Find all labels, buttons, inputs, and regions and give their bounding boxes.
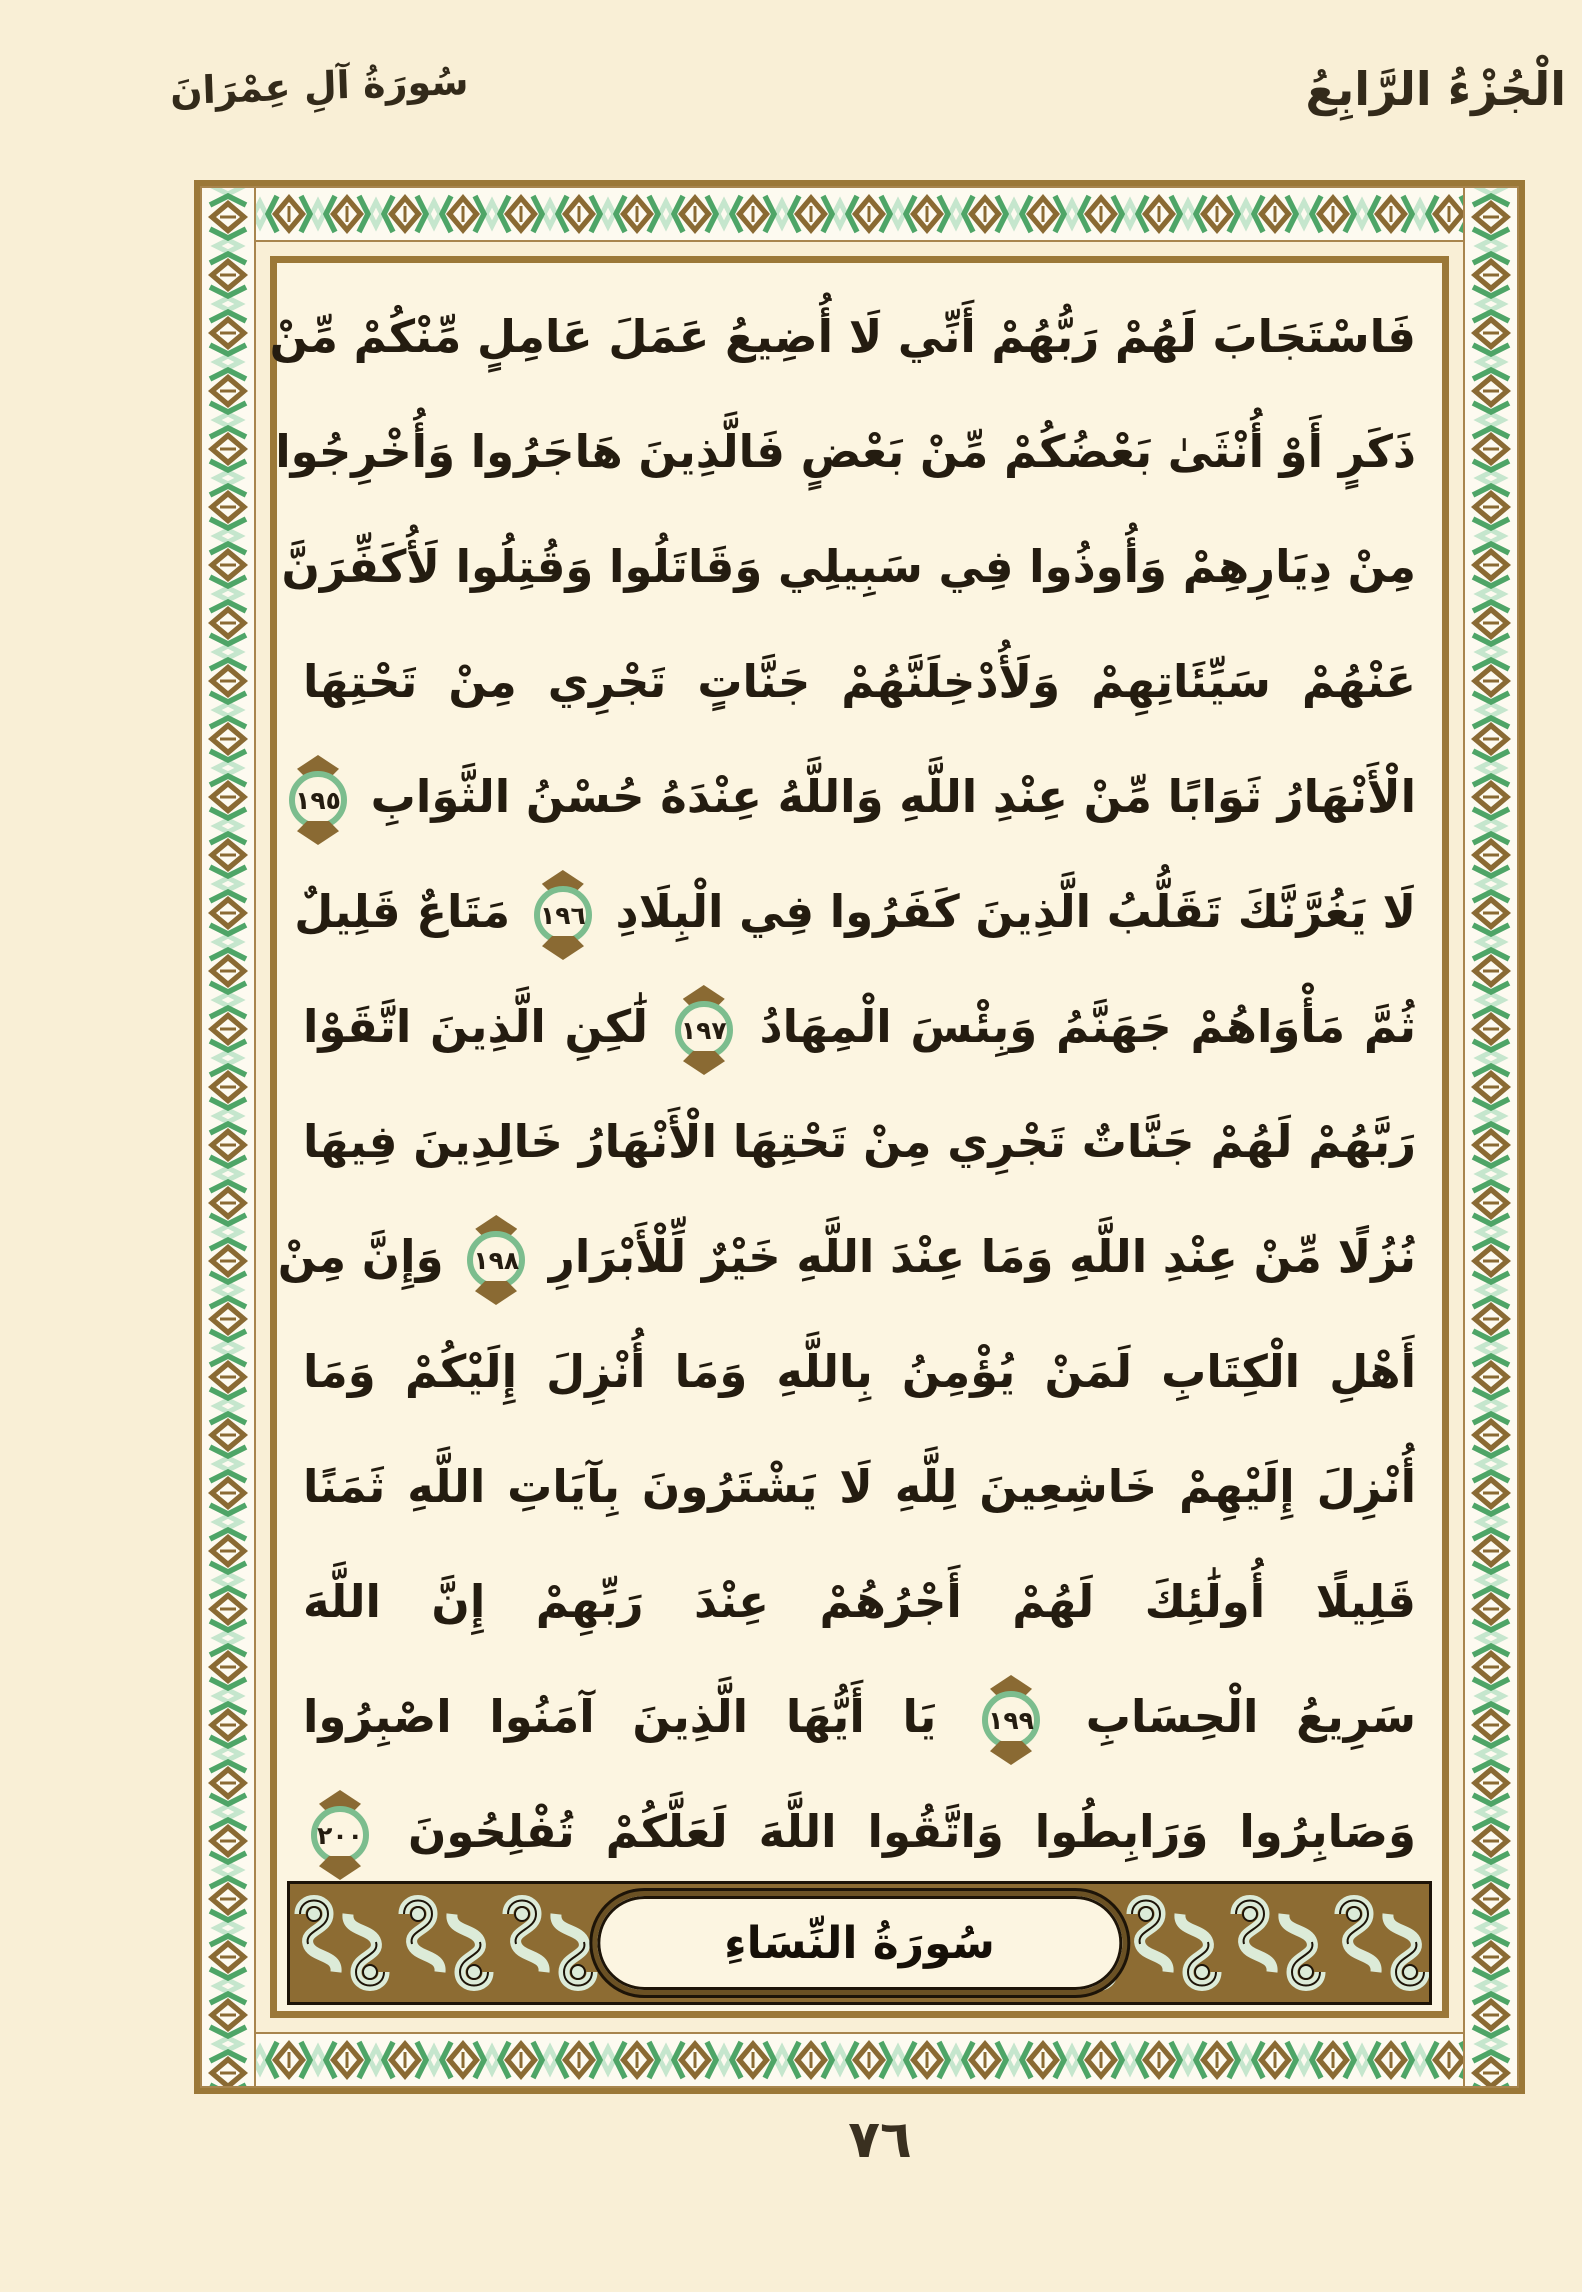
quran-line [303,1659,1416,1774]
surah-banner-cartouche [592,1891,1127,1995]
ayah-text: وَصَابِرُوا وَرَابِطُوا وَاتَّقُوا اللَّهَ لَعَلَّكُمْ تُفْلِحُونَ [407,1805,1416,1858]
running-surah-title: سُورَةُ آلِ عِمْرَانَ [169,58,470,114]
verse-number: ١٩٦ [539,900,586,930]
ayah-text: ثُمَّ مَأْوَاهُمْ جَهَنَّمُ وَبِئْسَ الْمِهَادُ [759,1000,1416,1053]
ayah-text: قَلِيلًا أُولَٰئِكَ لَهُمْ أَجْرُهُمْ عِنْدَ رَبِّهِمْ إِنَّ اللَّهَ [303,1575,1416,1628]
quran-line [303,1314,1416,1429]
ayah-text: لَا يَغُرَّنَّكَ تَقَلُّبُ الَّذِينَ كَفَرُوا فِي الْبِلَادِ [615,885,1416,938]
ayah-text: وَإِنَّ مِنْ [277,1230,444,1283]
ayah-text: يَا أَيُّهَا الَّذِينَ آمَنُوا اصْبِرُوا [303,1690,937,1743]
border-band-top [200,186,1519,242]
quran-line [281,509,1416,624]
ayah-text: الْأَنْهَارُ ثَوَابًا مِّنْ عِنْدِ اللَّهِ وَاللَّهُ عِنْدَهُ حُسْنُ الثَّوَابِ [370,770,1416,823]
verse-number-marker [289,771,347,829]
ayah-text: نُزُلًا مِّنْ عِنْدِ اللَّهِ وَمَا عِنْدَ اللَّهِ خَيْرٌ لِّلْأَبْرَارِ [548,1230,1416,1283]
marker-ring-icon [311,1806,369,1864]
verse-number: ١٩٧ [680,1015,727,1045]
ayah-text: أَهْلِ الْكِتَابِ لَمَنْ يُؤْمِنُ بِاللَّهِ وَمَا أُنْزِلَ إِلَيْكُمْ وَمَا [303,1345,1416,1398]
quran-line [303,1429,1416,1544]
quran-line [269,279,1416,394]
marker-ring-icon [982,1691,1040,1749]
surah-banner-title: سُورَةُ النِّسَاءِ [724,1917,995,1969]
quran-line [295,739,1416,854]
quran-line [303,969,1416,1084]
ayah-text: عَنْهُمْ سَيِّئَاتِهِمْ وَلَأُدْخِلَنَّهُمْ جَنَّاتٍ تَجْرِي مِنْ تَحْتِهَا [303,655,1416,708]
juz-label: الْجُزْءُ الرَّابِعُ [1305,62,1566,116]
quran-line [277,1199,1416,1314]
border-band-left [200,186,256,2088]
ayah-text: أُنْزِلَ إِلَيْهِمْ خَاشِعِينَ لِلَّهِ لَا يَشْتَرُونَ بِآيَاتِ اللَّهِ ثَمَنًا [303,1460,1416,1513]
inner-frame [270,256,1449,2018]
ayah-text: مَتَاعٌ قَلِيلٌ [294,885,511,938]
ayah-text: رَبَّهُمْ لَهُمْ جَنَّاتٌ تَجْرِي مِنْ تَحْتِهَا الْأَنْهَارُ خَالِدِينَ فِيهَا [303,1115,1416,1168]
border-band-right [1463,186,1519,2088]
verse-number: ١٩٩ [988,1705,1034,1735]
ayah-text: لَٰكِنِ الَّذِينَ اتَّقَوْا [303,1000,649,1053]
border-band-bottom [200,2032,1519,2088]
verse-number-marker [467,1231,525,1289]
page-number: ٧٦ [848,2110,912,2170]
quran-line [303,1544,1416,1659]
verse-number-marker [675,1001,733,1059]
quran-text-block [269,279,1417,1889]
ayah-text: فَاسْتَجَابَ لَهُمْ رَبُّهُمْ أَنِّي لَا أُضِيعُ عَمَلَ عَامِلٍ مِّنْكُمْ مِّنْ [269,310,1416,363]
verse-number-marker [311,1806,369,1864]
quran-line [303,1774,1416,1889]
verse-number: ١٩٨ [473,1245,520,1275]
verse-number-marker [982,1691,1040,1749]
marker-ring-icon [534,886,592,944]
verse-number: ١٩٥ [295,785,341,815]
ornamental-frame [194,180,1525,2094]
ayah-text: مِنْ دِيَارِهِمْ وَأُوذُوا فِي سَبِيلِي وَقَاتَلُوا وَقُتِلُوا لَأُكَفِّرَنَّ [281,540,1416,593]
verse-number: ٢٠٠ [317,1820,363,1850]
quran-line [303,1084,1416,1199]
ayah-text: ذَكَرٍ أَوْ أُنْثَىٰ بَعْضُكُمْ مِّنْ بَعْضٍ فَالَّذِينَ هَاجَرُوا وَأُخْرِجُوا [275,425,1416,478]
marker-ring-icon [289,771,347,829]
surah-banner [287,1881,1432,2005]
marker-ring-icon [675,1001,733,1059]
verse-number-marker [534,886,592,944]
marker-ring-icon [467,1231,525,1289]
quran-line [303,624,1416,739]
ayah-text: سَرِيعُ الْحِسَابِ [1085,1690,1417,1743]
quran-line [294,854,1416,969]
quran-line [275,394,1416,509]
